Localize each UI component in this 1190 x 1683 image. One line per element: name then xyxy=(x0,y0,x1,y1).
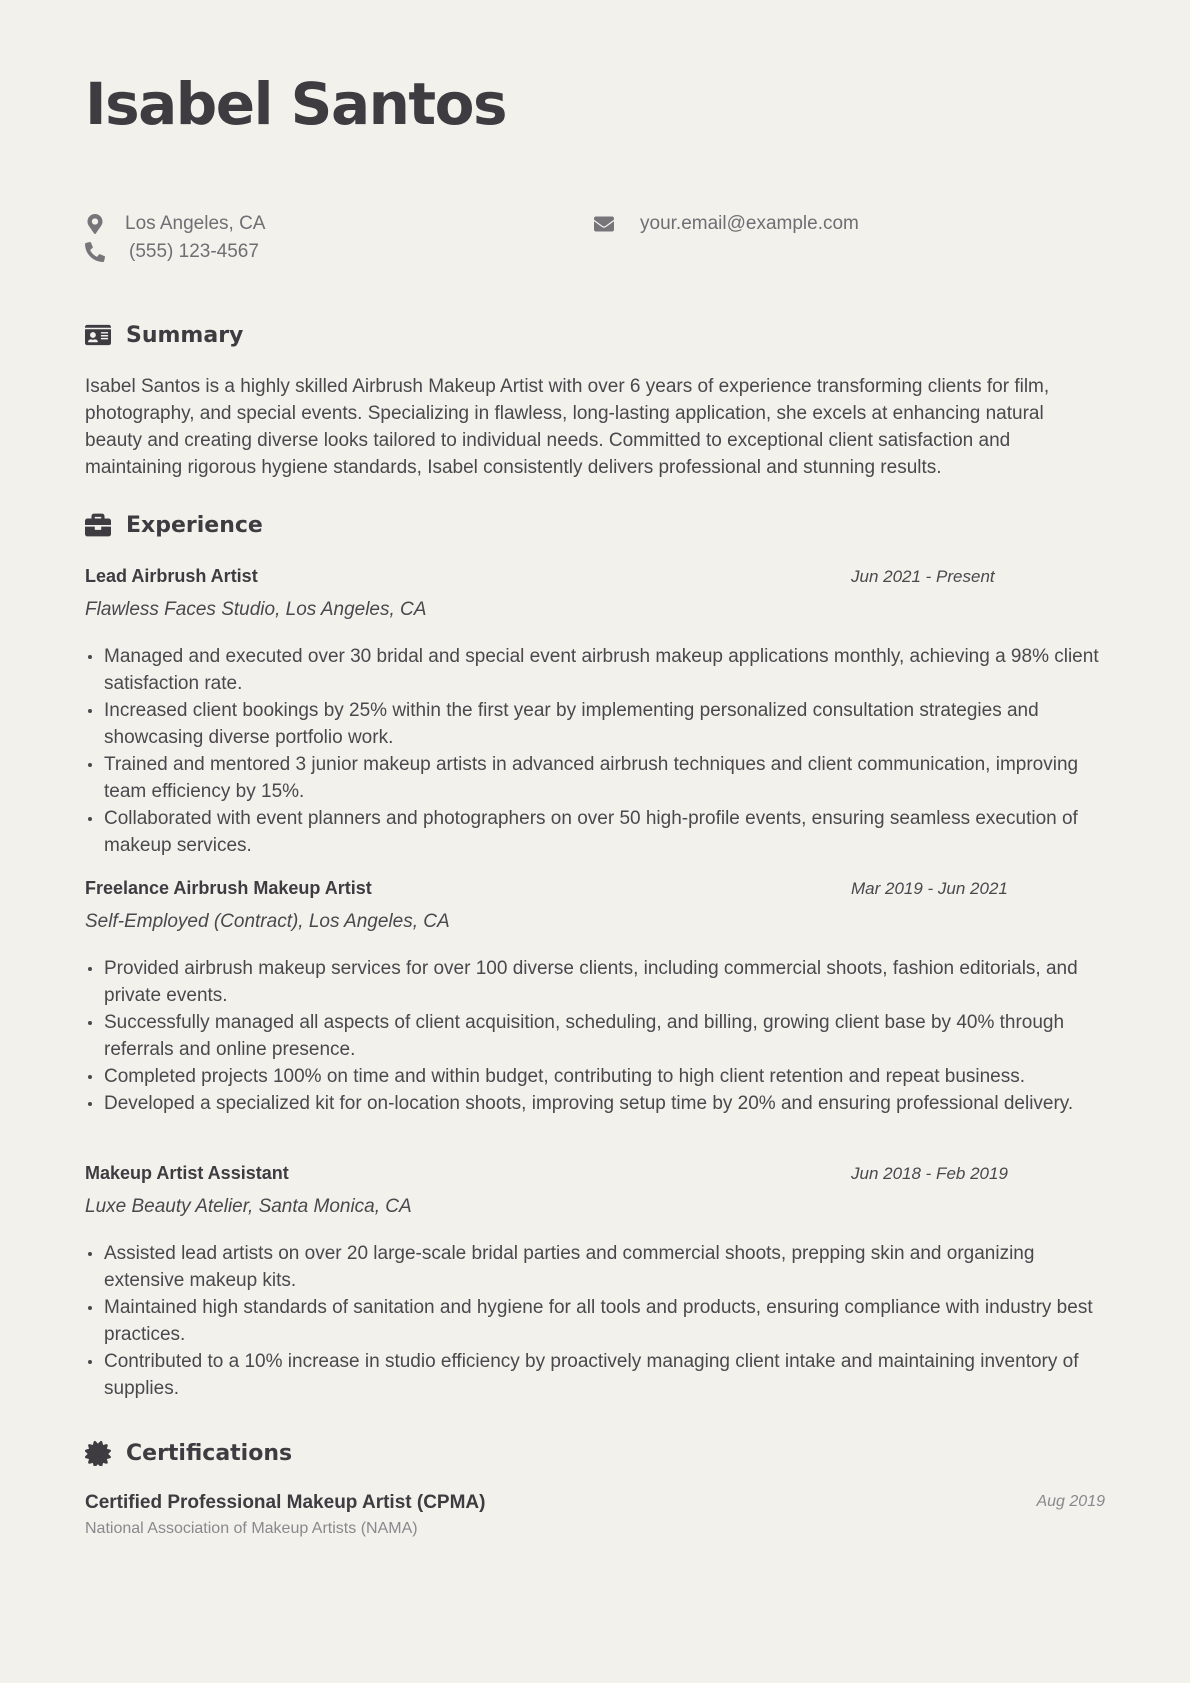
job-bullet: Collaborated with event planners and photographers on over 50 high-profile events, ensuring seamless execution of makeup services. xyxy=(85,805,1110,859)
map-marker-icon xyxy=(85,214,105,234)
job-bullet: Successfully managed all aspects of client acquisition, scheduling, and billing, growing client base by 40% through referrals and online presence. xyxy=(85,1009,1110,1063)
job-bullet: Completed projects 100% on time and within budget, contributing to high client retention and repeat business. xyxy=(85,1063,1110,1090)
phone-icon xyxy=(85,242,105,262)
job-bullet: Increased client bookings by 25% within the first year by implementing personalized consultation strategies and showcasing diverse portfolio work. xyxy=(85,697,1110,751)
job-bullet: Developed a specialized kit for on-location shoots, improving setup time by 20% and ensuring professional delivery. xyxy=(85,1090,1110,1117)
job-title: Makeup Artist Assistant xyxy=(85,1163,289,1183)
id-card-icon xyxy=(85,322,111,348)
job-date: Jun 2018 - Feb 2019 xyxy=(851,1164,1008,1183)
job-entry xyxy=(85,566,1110,859)
job-title: Freelance Airbrush Makeup Artist xyxy=(85,878,372,898)
job-bullets xyxy=(85,643,1110,859)
summary-title: Summary xyxy=(126,322,244,348)
envelope-icon xyxy=(594,214,614,234)
job-bullet: Assisted lead artists on over 20 large-scale bridal parties and commercial shoots, prepping skin and organizing extensive makeup kits. xyxy=(85,1240,1110,1294)
job-date: Mar 2019 - Jun 2021 xyxy=(851,879,1008,898)
job-bullets xyxy=(85,955,1110,1117)
summary-text: Isabel Santos is a highly skilled Airbrush Makeup Artist with over 6 years of experience transforming clients for film, photography, and special events. Specializing in flawless, long-lasting application, she excels at enhancing natural beauty and creating diverse looks tailored to individual needs. Committed to exceptional client satisfaction and maintaining rigorous hygiene standards, Isabel consistently delivers professional and stunning results. xyxy=(85,376,1050,478)
briefcase-icon xyxy=(85,512,111,538)
job-company: Flawless Faces Studio, Los Angeles, CA xyxy=(85,599,427,620)
certifications-title: Certifications xyxy=(126,1440,293,1466)
job-company: Luxe Beauty Atelier, Santa Monica, CA xyxy=(85,1196,412,1217)
job-bullet: Contributed to a 10% increase in studio efficiency by proactively managing client intake and maintaining inventory of supplies. xyxy=(85,1348,1110,1402)
job-entry xyxy=(85,878,1110,1117)
job-bullet: Provided airbrush makeup services for over 100 diverse clients, including commercial shoots, fashion editorials, and private events. xyxy=(85,955,1110,1009)
phone-text: (555) 123-4567 xyxy=(129,241,259,262)
email-link[interactable]: your.email@example.com xyxy=(640,213,859,234)
cert-title: Certified Professional Makeup Artist (CPMA) xyxy=(85,1492,486,1513)
job-bullet: Trained and mentored 3 junior makeup artists in advanced airbrush techniques and client communication, improving team efficiency by 15%. xyxy=(85,751,1110,805)
job-bullet: Managed and executed over 30 bridal and special event airbrush makeup applications monthly, achieving a 98% client satisfaction rate. xyxy=(85,643,1110,697)
certifications-heading xyxy=(85,1440,292,1466)
experience-heading xyxy=(85,512,263,538)
job-bullet: Maintained high standards of sanitation and hygiene for all tools and products, ensuring compliance with industry best practices. xyxy=(85,1294,1110,1348)
contact-phone xyxy=(85,241,259,263)
certificate-badge-icon xyxy=(85,1440,111,1466)
cert-issuer: National Association of Makeup Artists (NAMA) xyxy=(85,1520,418,1537)
contact-location xyxy=(85,213,265,235)
job-date: Jun 2021 - Present xyxy=(851,567,995,586)
experience-title: Experience xyxy=(126,512,263,538)
summary-heading xyxy=(85,322,243,348)
cert-date: Aug 2019 xyxy=(1036,1493,1105,1510)
job-title: Lead Airbrush Artist xyxy=(85,566,258,586)
job-entry xyxy=(85,1163,1110,1402)
job-company: Self-Employed (Contract), Los Angeles, CA xyxy=(85,911,450,932)
job-bullets xyxy=(85,1240,1110,1402)
location-text: Los Angeles, CA xyxy=(125,213,266,234)
certification-entry xyxy=(85,1492,1105,1538)
candidate-name: Isabel Santos xyxy=(85,70,506,138)
contact-email xyxy=(594,213,859,235)
